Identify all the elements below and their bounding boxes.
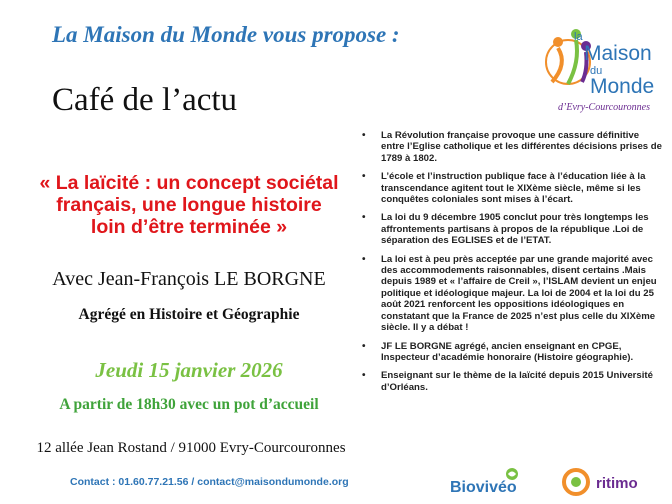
bullet-item: • La Révolution française provoque une cassure définitive entre l’Eglise catholique et les différentes décisions prises de 1789 à 1802. [362, 130, 662, 164]
bullet-item: • La loi du 9 décembre 1905 conclut pour très longtemps les affrontements partisans à propos de la république .Loi de séparation des EGLISES et de l’ETAT. [362, 212, 649, 247]
biovivo-logo [448, 466, 558, 498]
bullet-dot: • [362, 171, 366, 183]
talk-quote [14, 172, 364, 238]
contact-line: Contact : 01.60.77.21.56 / contact@maisondumonde.org [70, 476, 349, 488]
logo-tagline: d’Evry-Courcouronnes [558, 102, 651, 113]
ritimo-circle-icon [564, 470, 588, 494]
quote-line: français, une longue histoire [56, 194, 322, 216]
speaker-title: Agrégé en Histoire et Géographie [78, 306, 300, 323]
bullet-item: • JF LE BORGNE agrégé, ancien enseignant en CPGE, Inspecteur d’académie honoraire (Histoire géographie). [362, 340, 634, 363]
logo-line2: Maison [584, 42, 652, 65]
bullet-dot: • [362, 212, 366, 224]
biovivo-name: Biovivéo [450, 479, 517, 496]
speaker-name: Avec Jean-François LE BORGNE [52, 268, 326, 290]
logo-line3: du [590, 65, 603, 77]
bullet-item: • La loi est à peu près acceptée par une grande majorité avec des accommodements raisonnables, disent certains .Mais depuis 1989 et « l’affaire de Creil », l’ISLAM devient un enjeu politique et idéologique majeur. La loi de 2004 et la loi du 25 août 2021 renforcent les oppositions idéologiques en constatant que la France de 2025 n’est plus celle du XIXème siècle. Il y a débat ! [362, 253, 657, 334]
event-time: A partir de 18h30 avec un pot d’accueil [59, 396, 319, 413]
event-date: Jeudi 15 janvier 2026 [95, 358, 283, 382]
quote-line: loin d’être terminée » [90, 216, 288, 238]
bullet-dot: • [362, 370, 366, 382]
bullet-dot: • [362, 130, 366, 141]
logo-line4: Monde [590, 75, 655, 98]
bullet-item: • Enseignant sur le thème de la laïcité depuis 2015 Université d’Orléans. [362, 370, 653, 393]
bullet-dot: • [362, 253, 366, 265]
ritimo-logo [560, 466, 660, 498]
bullet-dot: • [362, 340, 366, 352]
maison-du-monde-logo [528, 4, 664, 116]
bullet-item: • L’école et l’instruction publique face à l’éducation liée à la transcendance agitent tout le XIXème siècle, même si les conquêtes coloniales sont mises à l’écart. [362, 171, 646, 206]
quote-line: « La laïcité : un concept sociétal [39, 172, 339, 194]
ritimo-name: ritimo [596, 475, 638, 492]
event-address: 12 allée Jean Rostand / 91000 Evry-Courcouronnes [36, 440, 346, 456]
event-title: Café de l’actu [52, 82, 238, 118]
logo-line1: la [574, 31, 583, 43]
invite-line: La Maison du Monde vous propose : [52, 22, 400, 47]
bullet-list [362, 130, 662, 400]
